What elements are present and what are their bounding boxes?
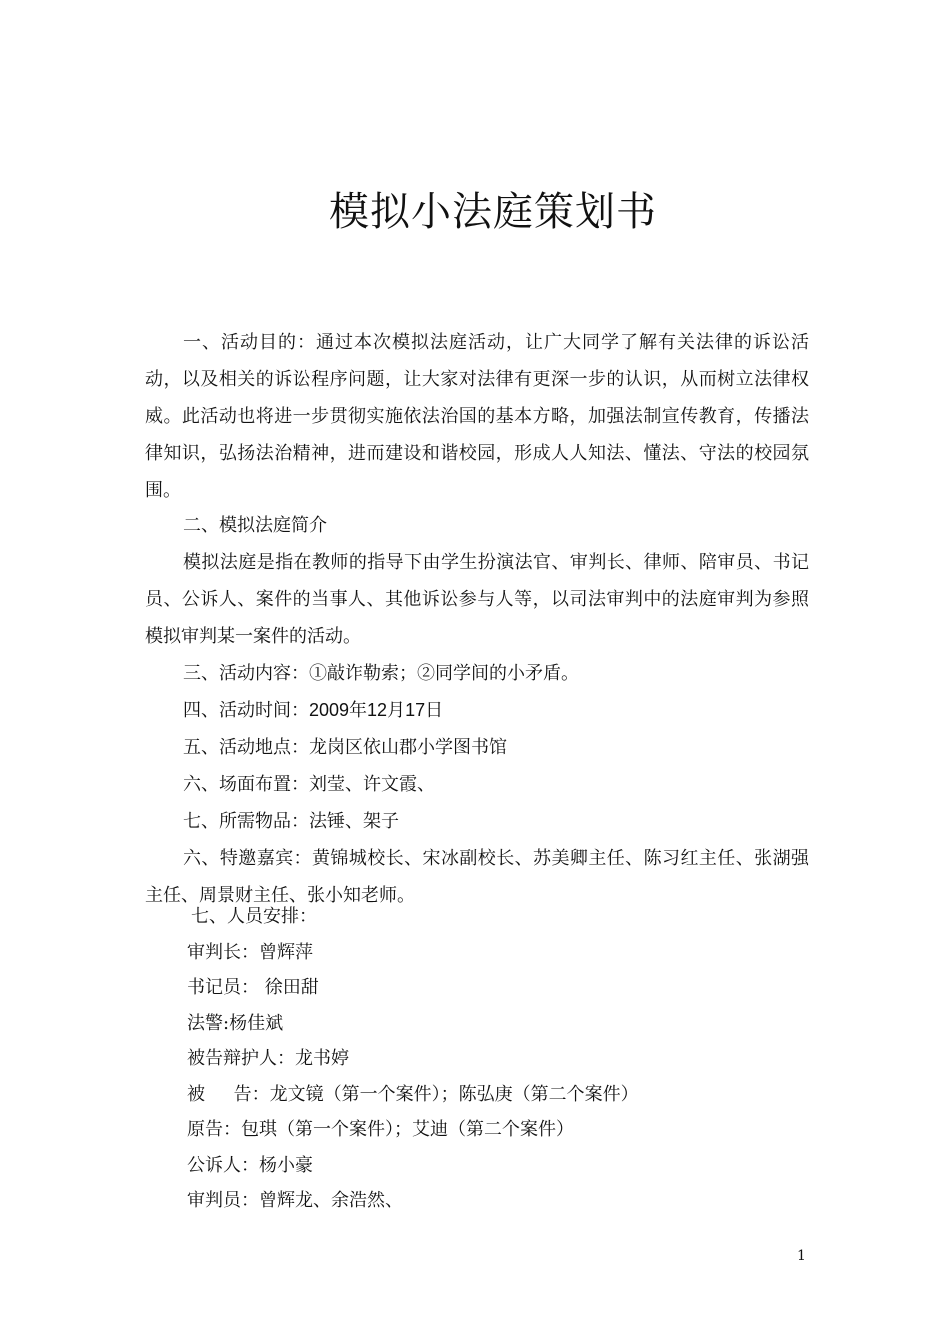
- layout-line: 六、场面布置：刘莹、许文霞、: [183, 773, 435, 795]
- staff-heading: 七、人员安排：: [191, 906, 317, 927]
- time-month: 12: [367, 699, 388, 720]
- staff-row: 原告：包琪（第一个案件）；艾迪（第二个案件）: [187, 1119, 574, 1140]
- staff-row: 法警:杨佳斌: [187, 1012, 284, 1034]
- time-year-unit: 年: [349, 699, 368, 721]
- time-line: [145, 692, 809, 729]
- staff-row: 公诉人：杨小豪: [187, 1154, 313, 1176]
- purpose-paragraph: 一、活动目的：通过本次模拟法庭活动，让广大同学了解有关法律的诉讼活动，以及相关的诉讼程序问题，让大家对法律有更深一步的认识，从而树立法律权威。此活动也将进一步贯彻实施依法治国的基本方略，加强法制宣传教育，传播法律知识，弘扬法治精神，进而建设和谐校园，形成人人知法、懂法、守法的校园氛围。: [145, 332, 809, 501]
- staff-list: [187, 899, 639, 1219]
- time-prefix: 四、活动时间：: [183, 699, 309, 721]
- items-line: 七、所需物品：法锤、架子: [183, 810, 399, 832]
- time-year: 2009: [309, 699, 350, 720]
- intro-paragraph: 模拟法庭是指在教师的指导下由学生扮演法官、审判长、律师、陪审员、书记员、公诉人、案件的当事人、其他诉讼参与人等，以司法审判中的法庭审判为参照模拟审判某一案件的活动。: [145, 551, 809, 647]
- staff-row: 书记员： 徐田甜: [187, 977, 319, 998]
- time-day-unit: 日: [425, 699, 444, 721]
- staff-row: 审判员：曾辉龙、余浩然、: [187, 1190, 403, 1211]
- staff-row: 被 告：龙文镜（第一个案件）；陈弘庚（第二个案件）: [187, 1083, 639, 1105]
- time-month-unit: 月: [387, 699, 406, 721]
- content-line: 三、活动内容：①敲诈勒索；②同学间的小矛盾。: [183, 662, 579, 684]
- time-day: 17: [405, 699, 426, 720]
- staff-row: 审判长：曾辉萍: [187, 941, 313, 963]
- page-number: 1: [797, 1248, 806, 1264]
- staff-row: 被告辩护人：龙书婷: [187, 1048, 349, 1069]
- document-body: [145, 324, 809, 914]
- document-title: 模拟小法庭策划书: [329, 189, 657, 235]
- intro-heading: 二、模拟法庭简介: [183, 515, 327, 536]
- location-line: 五、活动地点：龙岗区依山郡小学图书馆: [183, 736, 507, 758]
- guests-paragraph: 六、特邀嘉宾：黄锦城校长、宋冰副校长、苏美卿主任、陈习红主任、张湖强主任、周景财主任、张小知老师。: [145, 847, 809, 906]
